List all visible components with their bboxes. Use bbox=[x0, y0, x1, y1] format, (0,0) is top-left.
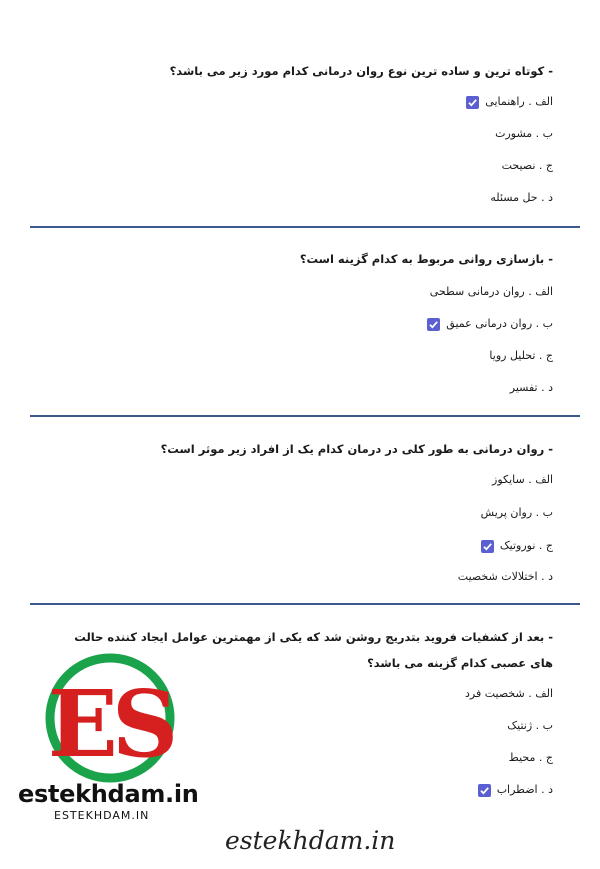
option[interactable] bbox=[466, 92, 553, 112]
option[interactable] bbox=[495, 124, 553, 144]
divider bbox=[30, 603, 580, 605]
option-label: د . اضطراب bbox=[496, 783, 553, 796]
checkbox-checked-icon[interactable] bbox=[481, 540, 494, 553]
divider bbox=[30, 226, 580, 228]
option[interactable] bbox=[509, 748, 553, 768]
option[interactable] bbox=[490, 188, 553, 208]
option-label: ج . نوروتیک bbox=[499, 539, 553, 552]
logo-letters: ES bbox=[47, 670, 173, 778]
checkbox-checked-icon[interactable] bbox=[478, 784, 491, 797]
option[interactable] bbox=[465, 684, 553, 704]
option-label: د . اختلالات شخصیت bbox=[457, 570, 553, 583]
option-label: الف . سایکوز bbox=[492, 473, 553, 486]
option[interactable] bbox=[510, 378, 553, 398]
checkbox-checked-icon[interactable] bbox=[427, 318, 440, 331]
question-text: - بازسازی روانی مربوط به کدام گزینه است؟ bbox=[299, 252, 553, 266]
question-text: - بعد از کشفیات فروید بتدریج روشن شد که یکی از مهمترین عوامل ایجاد کننده حالت های عصبی کدام گزینه می باشد؟ bbox=[74, 630, 553, 670]
option-label: ب . روان پریش bbox=[480, 506, 553, 519]
option[interactable] bbox=[489, 346, 553, 366]
question-text: - کوتاه ترین و ساده ترین نوع روان درمانی کدام مورد زیر می باشد؟ bbox=[169, 64, 553, 78]
option[interactable] bbox=[507, 716, 553, 736]
option-label: الف . شخصیت فرد bbox=[465, 687, 553, 700]
footer-watermark: estekhdam.in bbox=[225, 826, 396, 855]
option[interactable] bbox=[502, 156, 553, 176]
logo-subtitle: ESTEKHDAM.IN bbox=[54, 809, 150, 822]
option-label: الف . راهنمایی bbox=[485, 95, 553, 108]
option[interactable] bbox=[481, 536, 553, 556]
option[interactable] bbox=[492, 470, 553, 490]
option-label: ب . ژنتیک bbox=[507, 719, 553, 732]
divider bbox=[30, 415, 580, 417]
option-label: الف . روان درمانی سطحی bbox=[429, 285, 553, 298]
option-label: ج . محیط bbox=[508, 751, 553, 764]
option-label: د . تفسیر bbox=[509, 381, 553, 394]
option-label: ج . تحلیل رویا bbox=[489, 349, 553, 362]
question-text: - روان درمانی به طور کلی در درمان کدام یک از افراد زیر موثر است؟ bbox=[160, 442, 553, 456]
option[interactable] bbox=[458, 567, 553, 587]
checkbox-checked-icon[interactable] bbox=[466, 96, 479, 109]
option[interactable] bbox=[481, 503, 553, 523]
option[interactable] bbox=[430, 282, 553, 302]
option[interactable] bbox=[427, 314, 553, 334]
option-label: د . حل مسئله bbox=[490, 191, 553, 204]
option-label: ب . روان درمانی عمیق bbox=[446, 317, 553, 330]
option-label: ج . نصیحت bbox=[501, 159, 553, 172]
option-label: ب . مشورت bbox=[495, 127, 553, 140]
option[interactable] bbox=[478, 780, 553, 800]
logo-name: estekhdam.in bbox=[18, 780, 199, 808]
